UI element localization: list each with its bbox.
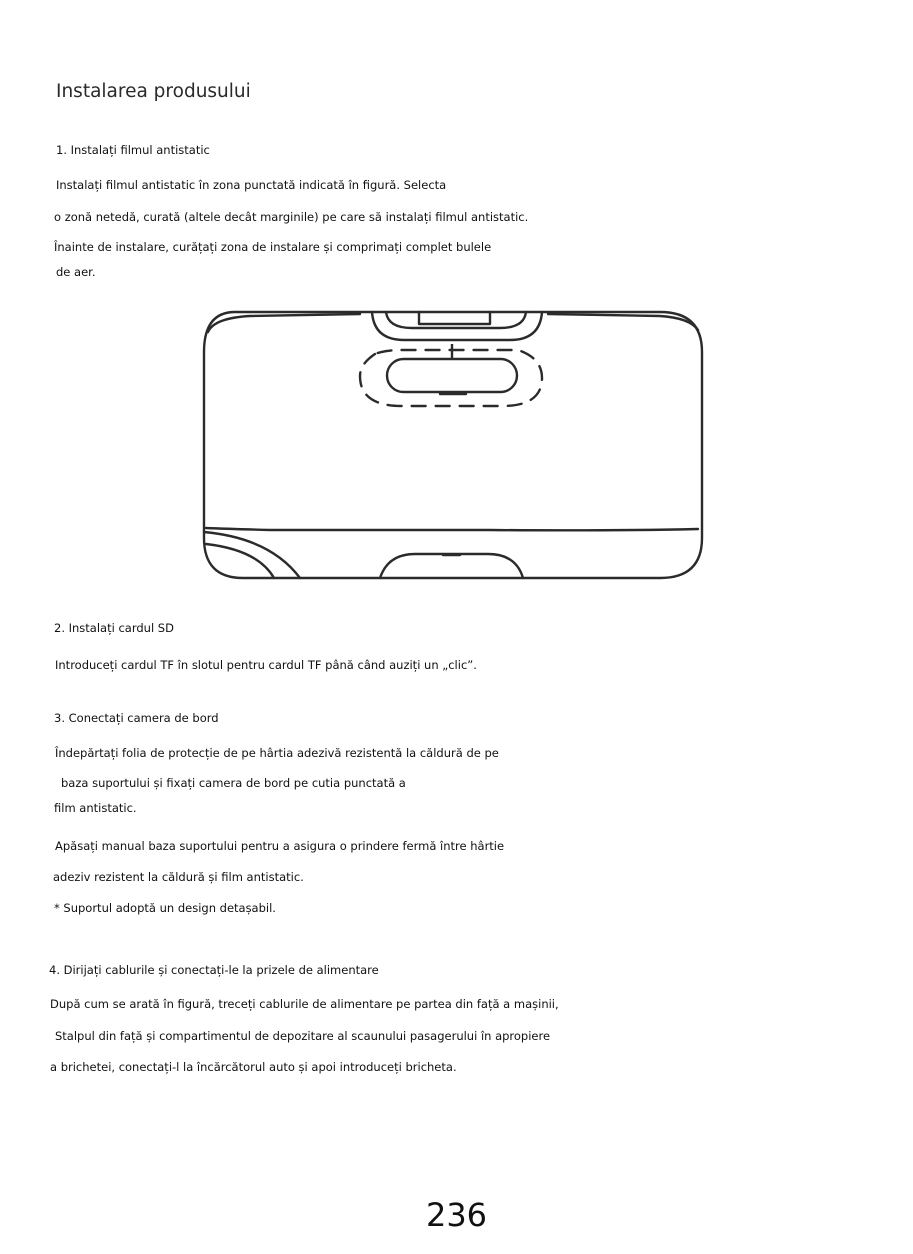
section-3-line-1: Îndepărtați folia de protecție de pe hârtia adezivă rezistentă la căldură de pe bbox=[55, 746, 499, 760]
section-1-line-3: Înainte de instalare, curățați zona de instalare și comprimați complet bulele bbox=[54, 240, 492, 254]
section-1-line-1: Instalați filmul antistatic în zona punctată indicată în figură. Selecta bbox=[56, 178, 447, 192]
section-4-line-3: a brichetei, conectați-l la încărcătorul auto și apoi introduceți bricheta. bbox=[50, 1060, 457, 1074]
section-1-line-4: de aer. bbox=[56, 265, 96, 279]
section-4-line-2: Stalpul din față și compartimentul de depozitare al scaunului pasagerului în apropiere bbox=[55, 1029, 551, 1043]
section-2-heading: 2. Instalați cardul SD bbox=[54, 621, 174, 635]
section-1-heading: 1. Instalați filmul antistatic bbox=[56, 143, 210, 157]
page-number: 236 bbox=[425, 1196, 488, 1234]
section-3-heading: 3. Conectați camera de bord bbox=[54, 711, 219, 725]
section-4-line-1: După cum se arată în figură, treceți cablurile de alimentare pe partea din față a mașinii, bbox=[50, 997, 559, 1011]
section-3-line-2: baza suportului și fixați camera de bord pe cutia punctată a bbox=[61, 776, 406, 790]
dashcam-illustration bbox=[190, 300, 710, 590]
section-3-line-5: adeziv rezistent la căldură și film antistatic. bbox=[53, 870, 304, 884]
section-4-heading: 4. Dirijați cablurile și conectați-le la prizele de alimentare bbox=[49, 963, 379, 977]
page-title: Instalarea produsului bbox=[56, 81, 251, 102]
section-3-line-3: film antistatic. bbox=[54, 801, 137, 815]
section-3-note: * Suportul adoptă un design detașabil. bbox=[54, 901, 276, 915]
section-1-line-2: o zonă netedă, curată (altele decât marginile) pe care să instalați filmul antistatic. bbox=[54, 210, 529, 224]
section-2-line-1: Introduceți cardul TF în slotul pentru cardul TF până când auziți un „clic”. bbox=[55, 658, 477, 672]
section-3-line-4: Apăsați manual baza suportului pentru a asigura o prindere fermă între hârtie bbox=[55, 839, 505, 853]
